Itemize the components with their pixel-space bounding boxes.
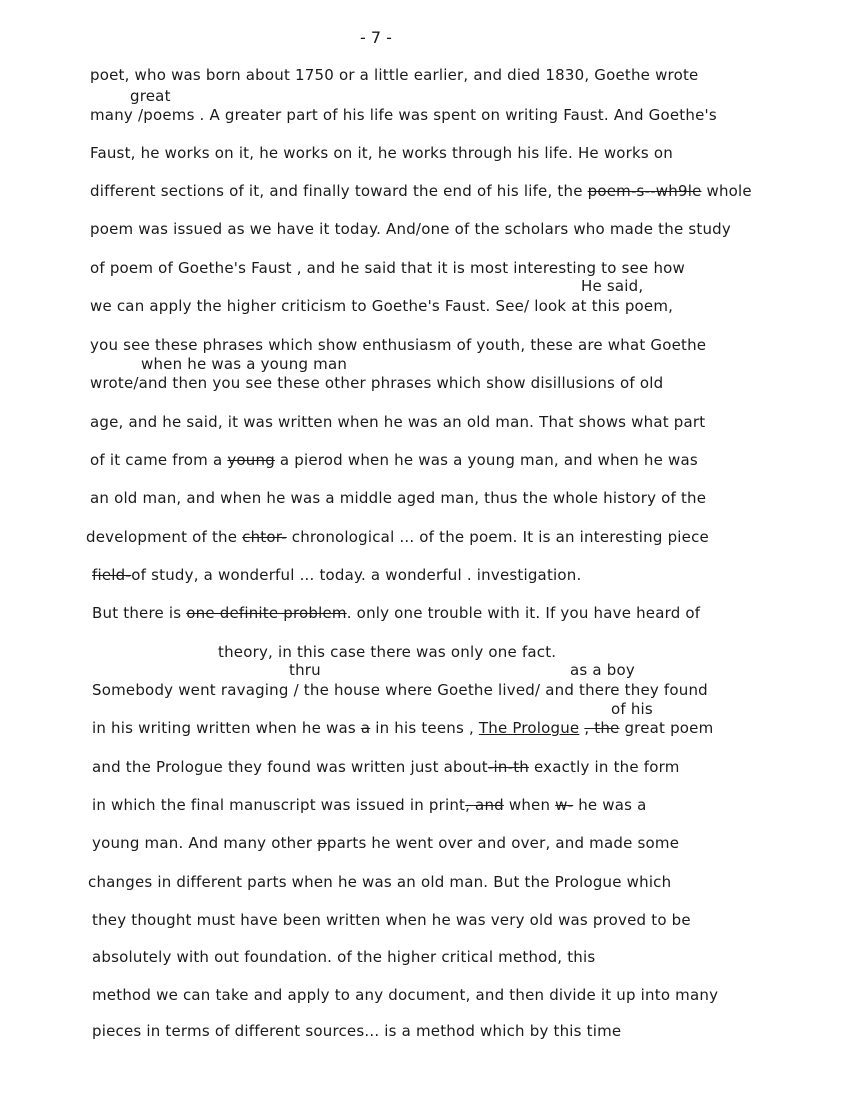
text-segment: / [137,106,144,124]
text-segment: great poem [619,719,714,737]
text-line [92,834,679,852]
insertion-text: He said, [581,277,644,295]
insertion-text: when he was a young man [141,355,348,373]
text-line [92,719,713,737]
text-line [90,451,698,469]
text-segment: poet, who was born about 1750 or a little earlier, and died 1830, Goethe wrote [90,66,699,84]
text-segment: you see these phrases which show enthusiasm of youth, these are what Goethe [90,336,707,354]
struck-text: field- [92,566,132,584]
text-segment: poems . A greater part of his life was spent on writing Faust. And Goethe's [143,106,717,124]
text-segment: he was a [573,796,647,814]
text-line [90,220,731,238]
text-line [90,374,663,392]
text-segment: Somebody went ravaging / the house where Goethe lived/ and there they found [92,681,708,699]
text-segment: of poem of Goethe's Faust , and he said that it is most interesting to see how [90,259,685,277]
insertion-text: thru [289,661,321,679]
text-line [92,911,691,929]
struck-text: a [360,719,371,737]
text-line [90,297,673,315]
text-segment: when [503,796,556,814]
text-segment: exactly in the form [529,758,680,776]
text-segment: pieces in terms of different sources... is a method which by this time [92,1022,622,1040]
page-number: - 7 - [360,28,392,47]
text-line [92,986,718,1004]
text-line [92,948,595,966]
text-segment: age, and he said, it was written when he was an old man. That shows what part [90,413,706,431]
text-segment: in his teens , [370,719,479,737]
text-segment: different sections of it, and finally toward the end of his life, the [90,182,588,200]
text-segment: they thought must have been written when he was very old was proved to be [92,911,691,929]
struck-text: poem-s--wh9le [587,182,702,200]
text-segment: development of the [86,528,243,546]
text-line [90,182,752,200]
struck-text: w- [555,796,574,814]
text-segment: parts he went over and over, and made some [326,834,680,852]
text-segment: many [90,106,138,124]
text-segment: absolutely with out foundation. of the higher critical method, this [92,948,596,966]
text-line [90,66,698,84]
text-segment: of study, a wonderful ... today. a wonderful . investigation. [131,566,582,584]
text-segment: chronological ... of the poem. It is an interesting piece [286,528,709,546]
text-segment: an old man, and when he was a middle aged man, thus the whole history of the [90,489,707,507]
struck-text: young [227,451,275,469]
text-line [86,528,709,546]
text-segment: we can apply the higher criticism to Goethe's Faust. See/ look at this poem, [90,297,674,315]
struck-text: -in-th [487,758,529,776]
text-segment: . only one trouble with it. If you have heard of [346,604,701,622]
text-segment: a pierod when he was a young man, and when he was [274,451,698,469]
text-segment: young man. And many other [92,834,318,852]
underlined-text: The Prologue [478,719,580,737]
text-line [90,144,673,162]
text-line [92,758,680,776]
text-segment: Faust, he works on it, he works on it, he works through his life. He works on [90,144,673,162]
text-line [90,106,717,124]
struck-text: chtor- [242,528,287,546]
insertion-text: great [130,87,171,105]
text-segment: theory, in this case there was only one fact. [218,643,557,661]
text-line [90,489,706,507]
text-segment: in his writing written when he was [92,719,361,737]
text-line [92,796,647,814]
text-line [92,566,581,584]
text-line [218,643,556,661]
struck-text: , the [584,719,620,737]
text-segment: whole [701,182,752,200]
text-segment: method we can take and apply to any document, and then divide it up into many [92,986,719,1004]
text-line [92,604,700,622]
insertion-text: as a boy [570,661,635,679]
text-line [90,413,705,431]
struck-text: , and [465,796,504,814]
text-segment: wrote/and then you see these other phrases which show disillusions of old [90,374,664,392]
text-segment: But there is [92,604,187,622]
text-line [90,336,706,354]
text-line [92,1022,621,1040]
text-line [92,681,708,699]
struck-text: p [317,834,327,852]
text-segment: changes in different parts when he was an old man. But the Prologue which [88,873,672,891]
struck-text: one definite problem [186,604,347,622]
text-segment: and the Prologue they found was written just about [92,758,488,776]
text-segment: poem was issued as we have it today. And/one of the scholars who made the study [90,220,731,238]
text-segment: of it came from a [90,451,228,469]
text-line [88,873,671,891]
text-line [90,259,685,277]
text-segment: in which the final manuscript was issued in print [92,796,466,814]
insertion-text: of his [611,700,653,718]
